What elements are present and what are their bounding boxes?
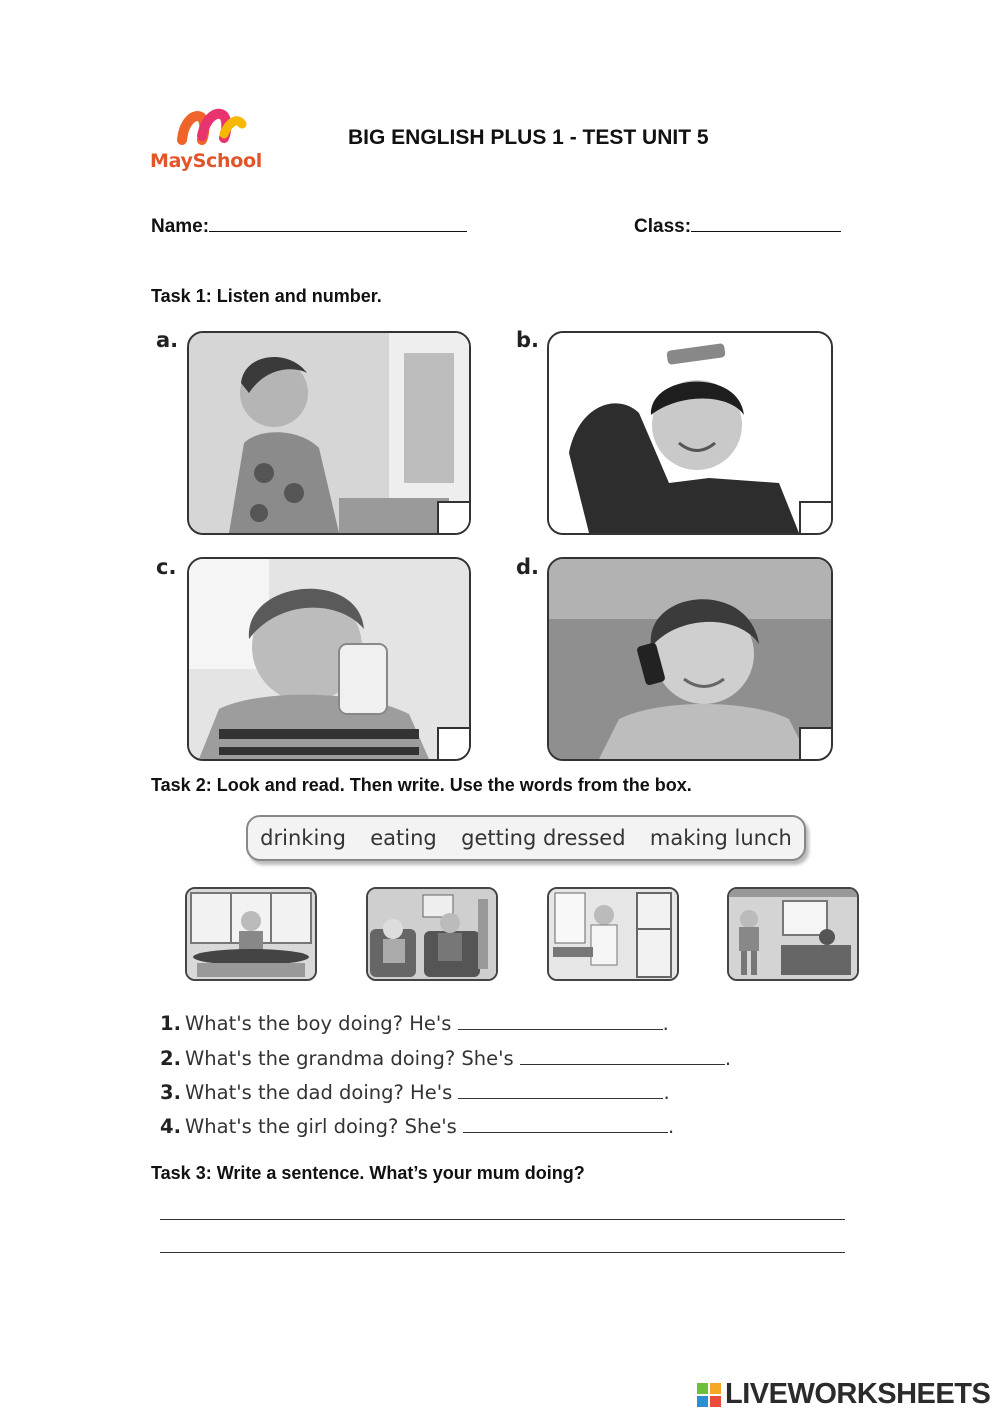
answer-blank-3[interactable] (458, 1082, 663, 1099)
question-text: What's the boy doing? He's (184, 1012, 452, 1035)
number-box-c[interactable] (437, 727, 471, 761)
task2-heading: Task 2: Look and read. Then write. Use the words from the box. (151, 775, 692, 795)
photo-letter-b: b. (516, 328, 540, 352)
name-label: Name: (151, 216, 210, 237)
class-field (634, 213, 841, 238)
boy-drinking-image (189, 559, 469, 759)
logo-text: MaySchool (150, 150, 262, 172)
logo-mark-icon (174, 106, 270, 150)
number-box-a[interactable] (437, 501, 471, 535)
scene-grandma-drinking (366, 887, 498, 981)
question-text: What's the girl doing? She's (184, 1115, 457, 1138)
question-text: What's the dad doing? He's (184, 1081, 453, 1104)
name-field (151, 213, 467, 238)
word-eating: eating (370, 826, 437, 850)
scene-boy-eating (185, 887, 317, 981)
question-number: 4. (160, 1115, 181, 1138)
boy-on-phone-image (549, 559, 831, 759)
question-number: 2. (160, 1047, 181, 1070)
photo-boy-brushing-teeth (187, 331, 471, 535)
question-3: 3. What's the dad doing? He's . (160, 1081, 670, 1104)
mayschool-logo (150, 106, 270, 176)
answer-blank-2[interactable] (520, 1048, 725, 1065)
boy-combing-hair-image (549, 333, 831, 533)
word-making-lunch: making lunch (649, 826, 792, 850)
question-4: 4. What's the girl doing? She's . (160, 1115, 675, 1138)
grandma-drinking-illustration (368, 889, 496, 979)
word-drinking: drinking (260, 826, 346, 850)
liveworksheets-text: LIVEWORKSHEETS (725, 1378, 991, 1410)
answer-blank-4[interactable] (463, 1116, 668, 1133)
question-number: 3. (160, 1081, 181, 1104)
word-box (246, 815, 806, 861)
question-2: 2. What's the grandma doing? She's . (160, 1047, 732, 1070)
class-label: Class: (634, 216, 692, 237)
scene-girl-getting-dressed (727, 887, 859, 981)
photo-boy-combing-hair (547, 331, 833, 535)
word-getting-dressed: getting dressed (461, 826, 626, 850)
photo-letter-d: d. (516, 555, 540, 579)
name-blank[interactable] (209, 213, 467, 232)
task1-heading: Task 1: Listen and number. (151, 286, 382, 306)
task3-heading: Task 3: Write a sentence. What’s your mum doing? (151, 1163, 585, 1183)
number-box-d[interactable] (799, 727, 833, 761)
writing-line-1[interactable] (160, 1219, 845, 1220)
boy-brushing-teeth-image (189, 333, 469, 533)
page-title: BIG ENGLISH PLUS 1 - TEST UNIT 5 (348, 126, 709, 149)
answer-blank-1[interactable] (458, 1013, 663, 1030)
photo-boy-on-phone (547, 557, 833, 761)
photo-letter-a: a. (156, 328, 179, 352)
question-1: 1. What's the boy doing? He's . (160, 1012, 669, 1035)
writing-line-2[interactable] (160, 1252, 845, 1253)
scene-dad-making-lunch (547, 887, 679, 981)
question-text: What's the grandma doing? She's (184, 1047, 514, 1070)
liveworksheets-brand (696, 1378, 990, 1411)
photo-boy-drinking (187, 557, 471, 761)
number-box-b[interactable] (799, 501, 833, 535)
class-blank[interactable] (691, 213, 841, 232)
liveworksheets-logo-icon (696, 1382, 722, 1408)
question-number: 1. (160, 1012, 181, 1035)
girl-getting-dressed-illustration (729, 889, 857, 979)
boy-eating-illustration (187, 889, 315, 979)
dad-making-lunch-illustration (549, 889, 677, 979)
photo-letter-c: c. (156, 555, 177, 579)
